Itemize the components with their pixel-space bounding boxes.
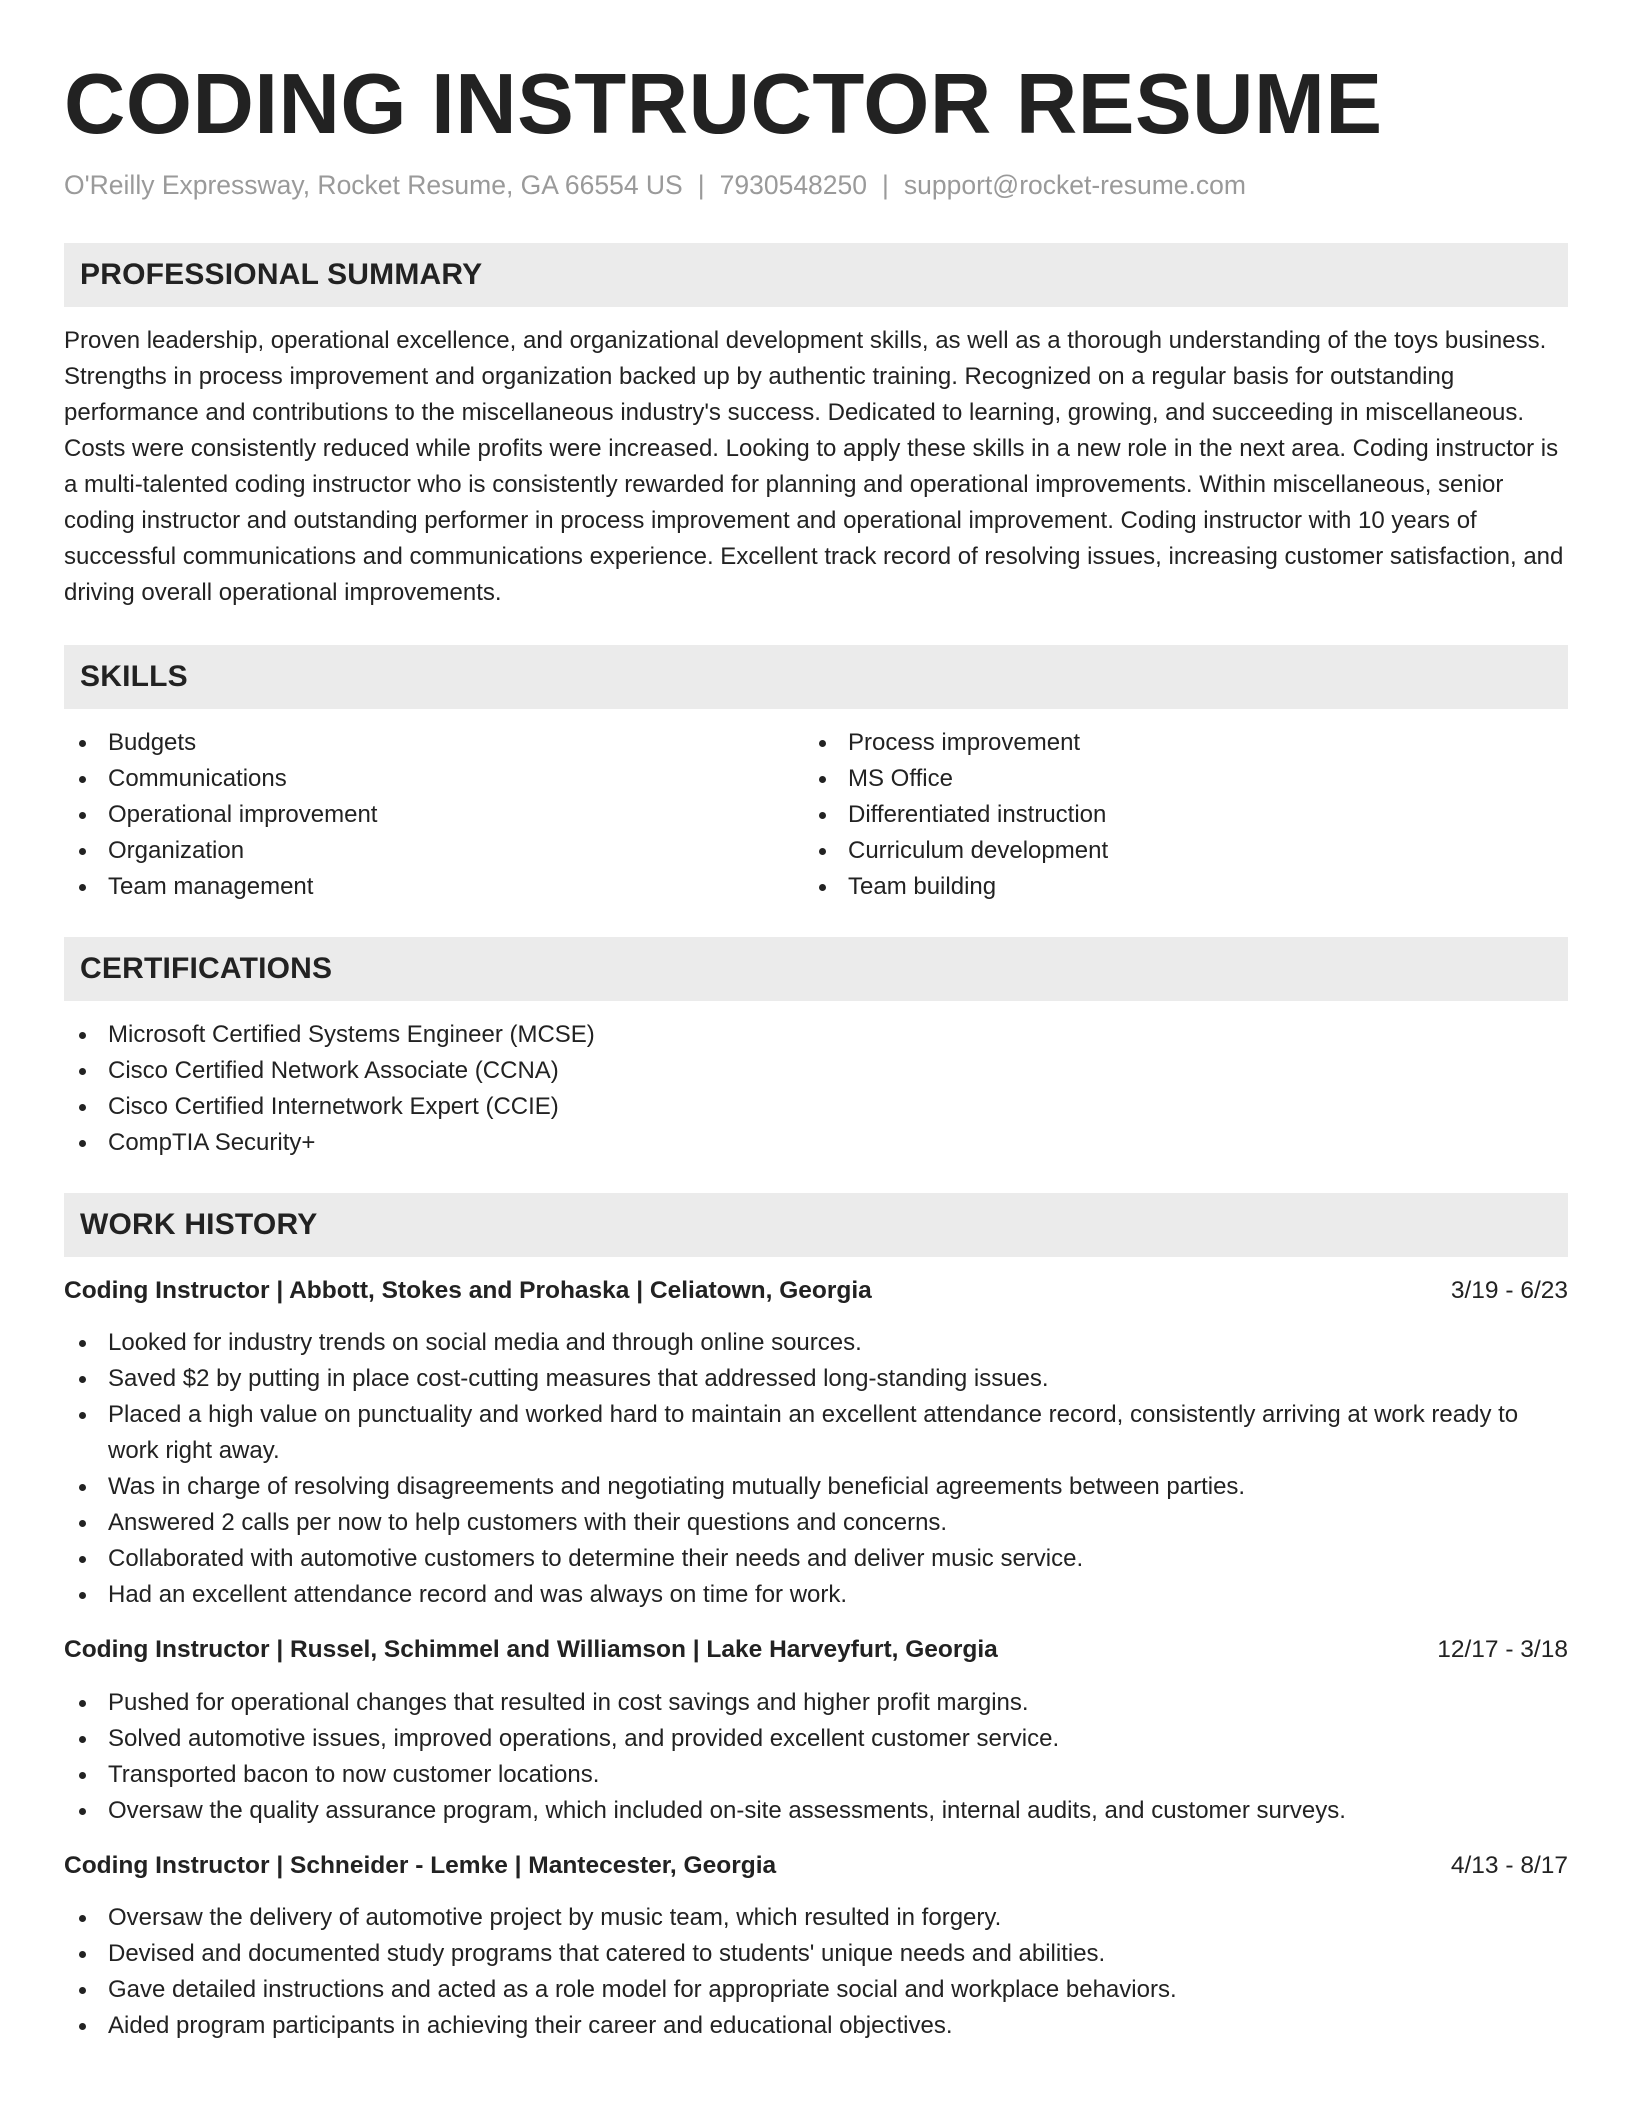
- skill-item: Organization: [64, 833, 804, 869]
- job-title: Coding Instructor | Schneider - Lemke | Mantecester, Georgia: [64, 1852, 777, 1879]
- job-bullet: Solved automotive issues, improved operations, and provided excellent customer service.: [64, 1721, 1568, 1757]
- section-header-work-history: WORK HISTORY: [64, 1193, 1568, 1257]
- job-dates: 4/13 - 8/17: [1450, 1852, 1568, 1879]
- section-header-summary: PROFESSIONAL SUMMARY: [64, 243, 1568, 307]
- job-dates: 12/17 - 3/18: [1437, 1636, 1568, 1663]
- job-bullet: Was in charge of resolving disagreements and negotiating mutually beneficial agreements between parties.: [64, 1469, 1568, 1505]
- job-bullet: Placed a high value on punctuality and worked hard to maintain an excellent attendance record, consistently arriving at work ready to work right away.: [64, 1397, 1568, 1469]
- certification-item: CompTIA Security+: [64, 1125, 1568, 1161]
- skill-item: Differentiated instruction: [804, 797, 1544, 833]
- job-bullet: Oversaw the delivery of automotive project by music team, which resulted in forgery.: [64, 1900, 1568, 1936]
- job-dates: 3/19 - 6/23: [1450, 1277, 1568, 1304]
- job-title: Coding Instructor | Abbott, Stokes and Prohaska | Celiatown, Georgia: [64, 1277, 872, 1304]
- job-bullet: Answered 2 calls per now to help customers with their questions and concerns.: [64, 1505, 1568, 1541]
- skill-item: Curriculum development: [804, 833, 1544, 869]
- skill-item: MS Office: [804, 761, 1544, 797]
- section-header-certifications: CERTIFICATIONS: [64, 937, 1568, 1001]
- job-bullet: Gave detailed instructions and acted as a role model for appropriate social and workplace behaviors.: [64, 1972, 1568, 2008]
- skills-list-left: [64, 725, 804, 905]
- job-bullet: Looked for industry trends on social media and through online sources.: [64, 1325, 1568, 1361]
- certification-item: Cisco Certified Network Associate (CCNA): [64, 1053, 1568, 1089]
- certification-item: Cisco Certified Internetwork Expert (CCIE): [64, 1089, 1568, 1125]
- skills-grid: [64, 725, 1568, 905]
- resume-title: CODING INSTRUCTOR RESUME: [64, 57, 1383, 152]
- job-bullet: Transported bacon to now customer locations.: [64, 1757, 1568, 1793]
- skill-item: Team building: [804, 869, 1544, 905]
- skill-item: Process improvement: [804, 725, 1544, 761]
- job-bullet: Pushed for operational changes that resulted in cost savings and higher profit margins.: [64, 1685, 1568, 1721]
- contact-line: [64, 168, 1568, 202]
- job-header: [64, 1848, 1568, 1884]
- job-bullets: [64, 1325, 1568, 1613]
- job-bullet: Saved $2 by putting in place cost-cutting measures that addressed long-standing issues.: [64, 1361, 1568, 1397]
- job-header: [64, 1273, 1568, 1309]
- job-bullet: Oversaw the quality assurance program, which included on-site assessments, internal audits, and customer surveys.: [64, 1793, 1568, 1829]
- contact-separator: |: [882, 170, 889, 200]
- skill-item: Budgets: [64, 725, 804, 761]
- job-bullet: Had an excellent attendance record and was always on time for work.: [64, 1577, 1568, 1613]
- job-title: Coding Instructor | Russel, Schimmel and Williamson | Lake Harveyfurt, Georgia: [64, 1636, 998, 1663]
- skill-item: Communications: [64, 761, 804, 797]
- skills-list-right: [804, 725, 1544, 905]
- job-bullet: Devised and documented study programs that catered to students' unique needs and abilities.: [64, 1936, 1568, 1972]
- skill-item: Team management: [64, 869, 804, 905]
- summary-text: Proven leadership, operational excellence, and organizational development skills, as well as a thorough understanding of the toys business. Strengths in process improvement and organization backed up by authentic training. Recognized on a regular basis for outstanding performance and contributions to the miscellaneous industry's success. Dedicated to learning, growing, and succeeding in miscellaneous. Costs were consistently reduced while profits were increased. Looking to apply these skills in a new role in the next area. Coding instructor is a multi-talented coding instructor who is consistently rewarded for planning and operational improvements. Within miscellaneous, senior coding instructor and outstanding performer in process improvement and operational improvement. Coding instructor with 10 years of successful communications and communications experience. Excellent track record of resolving issues, increasing customer satisfaction, and driving overall operational improvements.: [64, 327, 1564, 606]
- contact-email: support@rocket-resume.com: [903, 170, 1246, 200]
- certifications-list: [64, 1017, 1568, 1161]
- job-bullet: Collaborated with automotive customers to determine their needs and deliver music service.: [64, 1541, 1568, 1577]
- job-bullet: Aided program participants in achieving their career and educational objectives.: [64, 2008, 1568, 2044]
- job-bullets: [64, 1900, 1568, 2044]
- contact-separator: |: [697, 170, 705, 200]
- certification-item: Microsoft Certified Systems Engineer (MCSE): [64, 1017, 1568, 1053]
- skill-item: Operational improvement: [64, 797, 804, 833]
- contact-phone: 7930548250: [719, 170, 868, 200]
- contact-address: O'Reilly Expressway, Rocket Resume, GA 66554 US: [64, 170, 683, 200]
- job-header: [64, 1632, 1568, 1668]
- job-bullets: [64, 1685, 1568, 1829]
- section-header-skills: SKILLS: [64, 645, 1568, 709]
